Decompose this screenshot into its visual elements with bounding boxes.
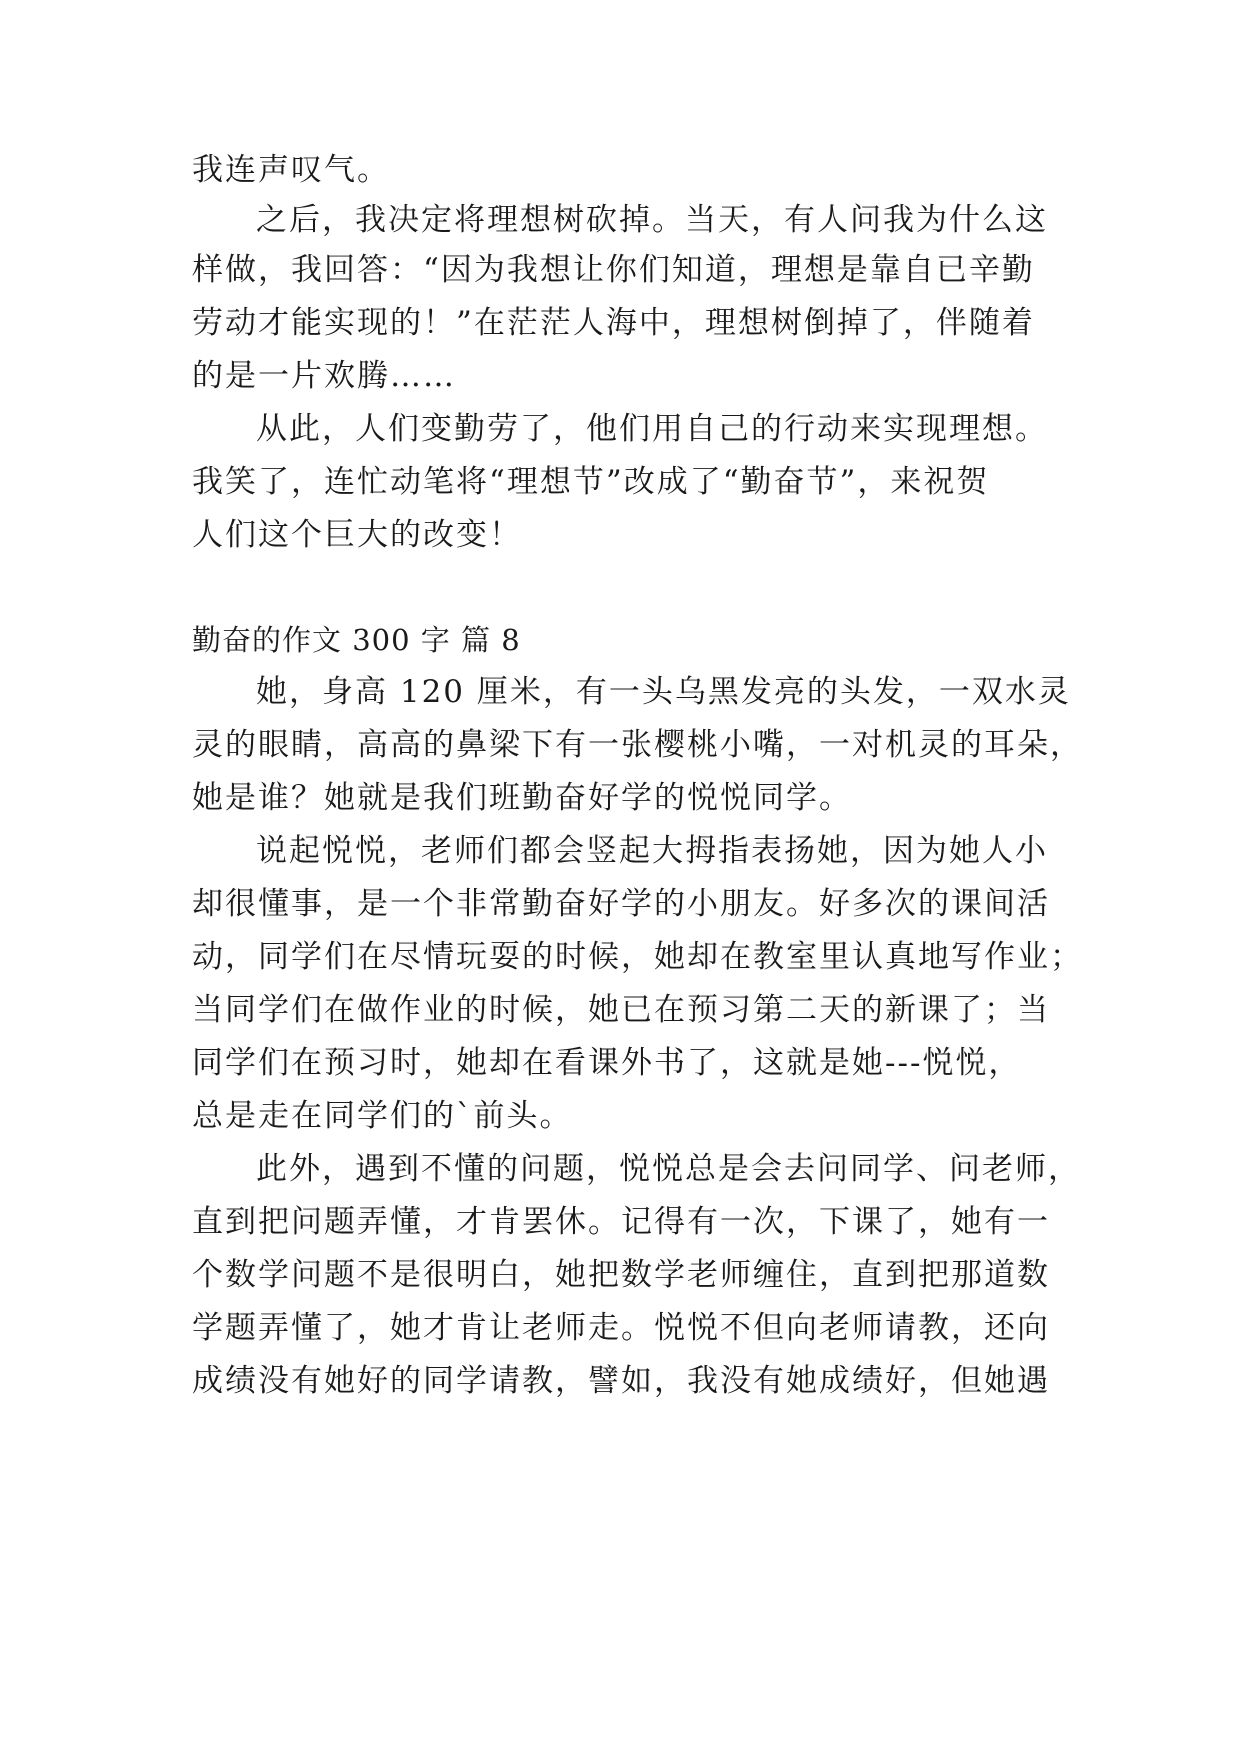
paragraph-line: 学题弄懂了，她才肯让老师走。悦悦不但向老师请教，还向 bbox=[192, 1310, 1050, 1346]
paragraph-line: 她，身高 120 厘米，有一头乌黑发亮的头发，一双水灵 bbox=[256, 674, 1071, 710]
paragraph-line: 却很懂事，是一个非常勤奋好学的小朋友。好多次的课间活 bbox=[192, 886, 1050, 922]
paragraph-line: 从此，人们变勤劳了，他们用自己的行动来实现理想。 bbox=[256, 411, 1048, 447]
paragraph-line: 成绩没有她好的同学请教，譬如，我没有她成绩好，但她遇 bbox=[192, 1363, 1050, 1399]
paragraph-line: 我笑了，连忙动笔将“理想节”改成了“勤奋节”，来祝贺 bbox=[192, 464, 990, 500]
paragraph-line: 我连声叹气。 bbox=[192, 152, 390, 188]
section-heading: 勤奋的作文 300 字 篇 8 bbox=[192, 623, 521, 657]
paragraph-line: 个数学问题不是很明白，她把数学老师缠住，直到把那道数 bbox=[192, 1257, 1050, 1293]
paragraph-line: 劳动才能实现的！”在茫茫人海中，理想树倒掉了，伴随着 bbox=[192, 305, 1035, 341]
paragraph-line: 同学们在预习时，她却在看课外书了，这就是她---悦悦， bbox=[192, 1045, 1022, 1081]
paragraph-line: 动，同学们在尽情玩耍的时候，她却在教室里认真地写作业； bbox=[192, 939, 1083, 975]
paragraph-line: 当同学们在做作业的时候，她已在预习第二天的新课了；当 bbox=[192, 992, 1050, 1028]
paragraph-line: 样做，我回答：“因为我想让你们知道，理想是靠自已辛勤 bbox=[192, 252, 1035, 288]
paragraph-line: 之后，我决定将理想树砍掉。当天，有人问我为什么这 bbox=[256, 202, 1048, 238]
paragraph-line: 总是走在同学们的`前头。 bbox=[192, 1098, 573, 1134]
paragraph-line: 的是一片欢腾…… bbox=[192, 358, 456, 394]
paragraph-line: 直到把问题弄懂，才肯罢休。记得有一次，下课了，她有一 bbox=[192, 1204, 1050, 1240]
paragraph-line: 说起悦悦，老师们都会竖起大拇指表扬她，因为她人小 bbox=[256, 833, 1048, 869]
paragraph-line: 人们这个巨大的改变！ bbox=[192, 517, 522, 553]
paragraph-line: 此外，遇到不懂的问题，悦悦总是会去问同学、问老师， bbox=[256, 1151, 1081, 1187]
paragraph-line: 灵的眼睛，高高的鼻梁下有一张樱桃小嘴，一对机灵的耳朵， bbox=[192, 727, 1083, 763]
paragraph-line: 她是谁？她就是我们班勤奋好学的悦悦同学。 bbox=[192, 780, 852, 816]
